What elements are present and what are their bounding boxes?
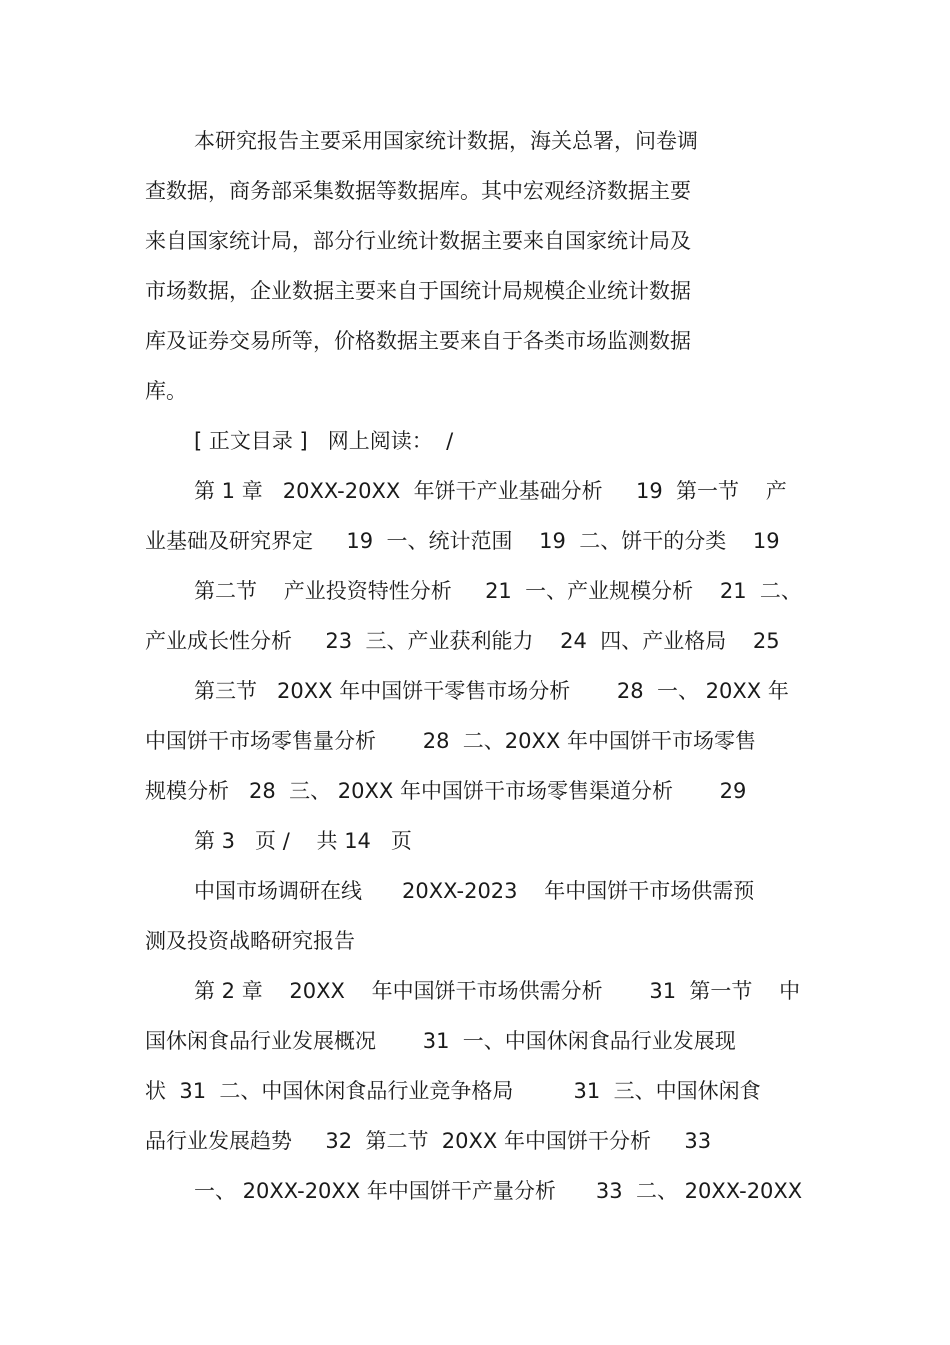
toc-line: 第二节 产业投资特性分析 21 一、产业规模分析 21 二、 <box>194 579 802 603</box>
text-line: 本研究报告主要采用国家统计数据，海关总署，问卷调 <box>194 129 698 153</box>
page-number: 第 3 页 / 共 14 页 <box>194 829 412 853</box>
toc-line: 第三节 20XX 年中国饼干零售市场分析 28 一、 20XX 年 <box>194 679 789 703</box>
toc-line: 状 31 二、中国休闲食品行业竞争格局 31 三、中国休闲食 <box>145 1079 761 1103</box>
toc-line: 第 1 章 20XX-20XX 年饼干产业基础分析 19 第一节 产 <box>194 479 787 503</box>
toc-line: 品行业发展趋势 32 第二节 20XX 年中国饼干分析 33 <box>145 1129 712 1153</box>
text-line: 来自国家统计局，部分行业统计数据主要来自国家统计局及 <box>145 229 691 253</box>
toc-line: 产业成长性分析 23 三、产业获利能力 24 四、产业格局 25 <box>145 629 780 653</box>
toc-line: 一、 20XX-20XX 年中国饼干产量分析 33 二、 20XX-20XX <box>194 1179 803 1203</box>
text-line: 库。 <box>145 379 187 403</box>
report-title: 中国市场调研在线 20XX-2023 年中国饼干市场供需预 <box>194 879 755 903</box>
text-line: 查数据，商务部采集数据等数据库。其中宏观经济数据主要 <box>145 179 691 203</box>
text-line: 库及证券交易所等，价格数据主要来自于各类市场监测数据 <box>145 329 691 353</box>
toc-heading: [ 正文目录 ] 网上阅读： / <box>194 429 454 453</box>
toc-line: 第 2 章 20XX 年中国饼干市场供需分析 31 第一节 中 <box>194 979 801 1003</box>
toc-line: 业基础及研究界定 19 一、统计范围 19 二、饼干的分类 19 <box>145 529 780 553</box>
text-line: 市场数据，企业数据主要来自于国统计局规模企业统计数据 <box>145 279 691 303</box>
toc-line: 中国饼干市场零售量分析 28 二、20XX 年中国饼干市场零售 <box>145 729 756 753</box>
toc-line: 规模分析 28 三、 20XX 年中国饼干市场零售渠道分析 29 <box>145 779 747 803</box>
report-title: 测及投资战略研究报告 <box>145 929 355 953</box>
toc-line: 国休闲食品行业发展概况 31 一、中国休闲食品行业发展现 <box>145 1029 736 1053</box>
